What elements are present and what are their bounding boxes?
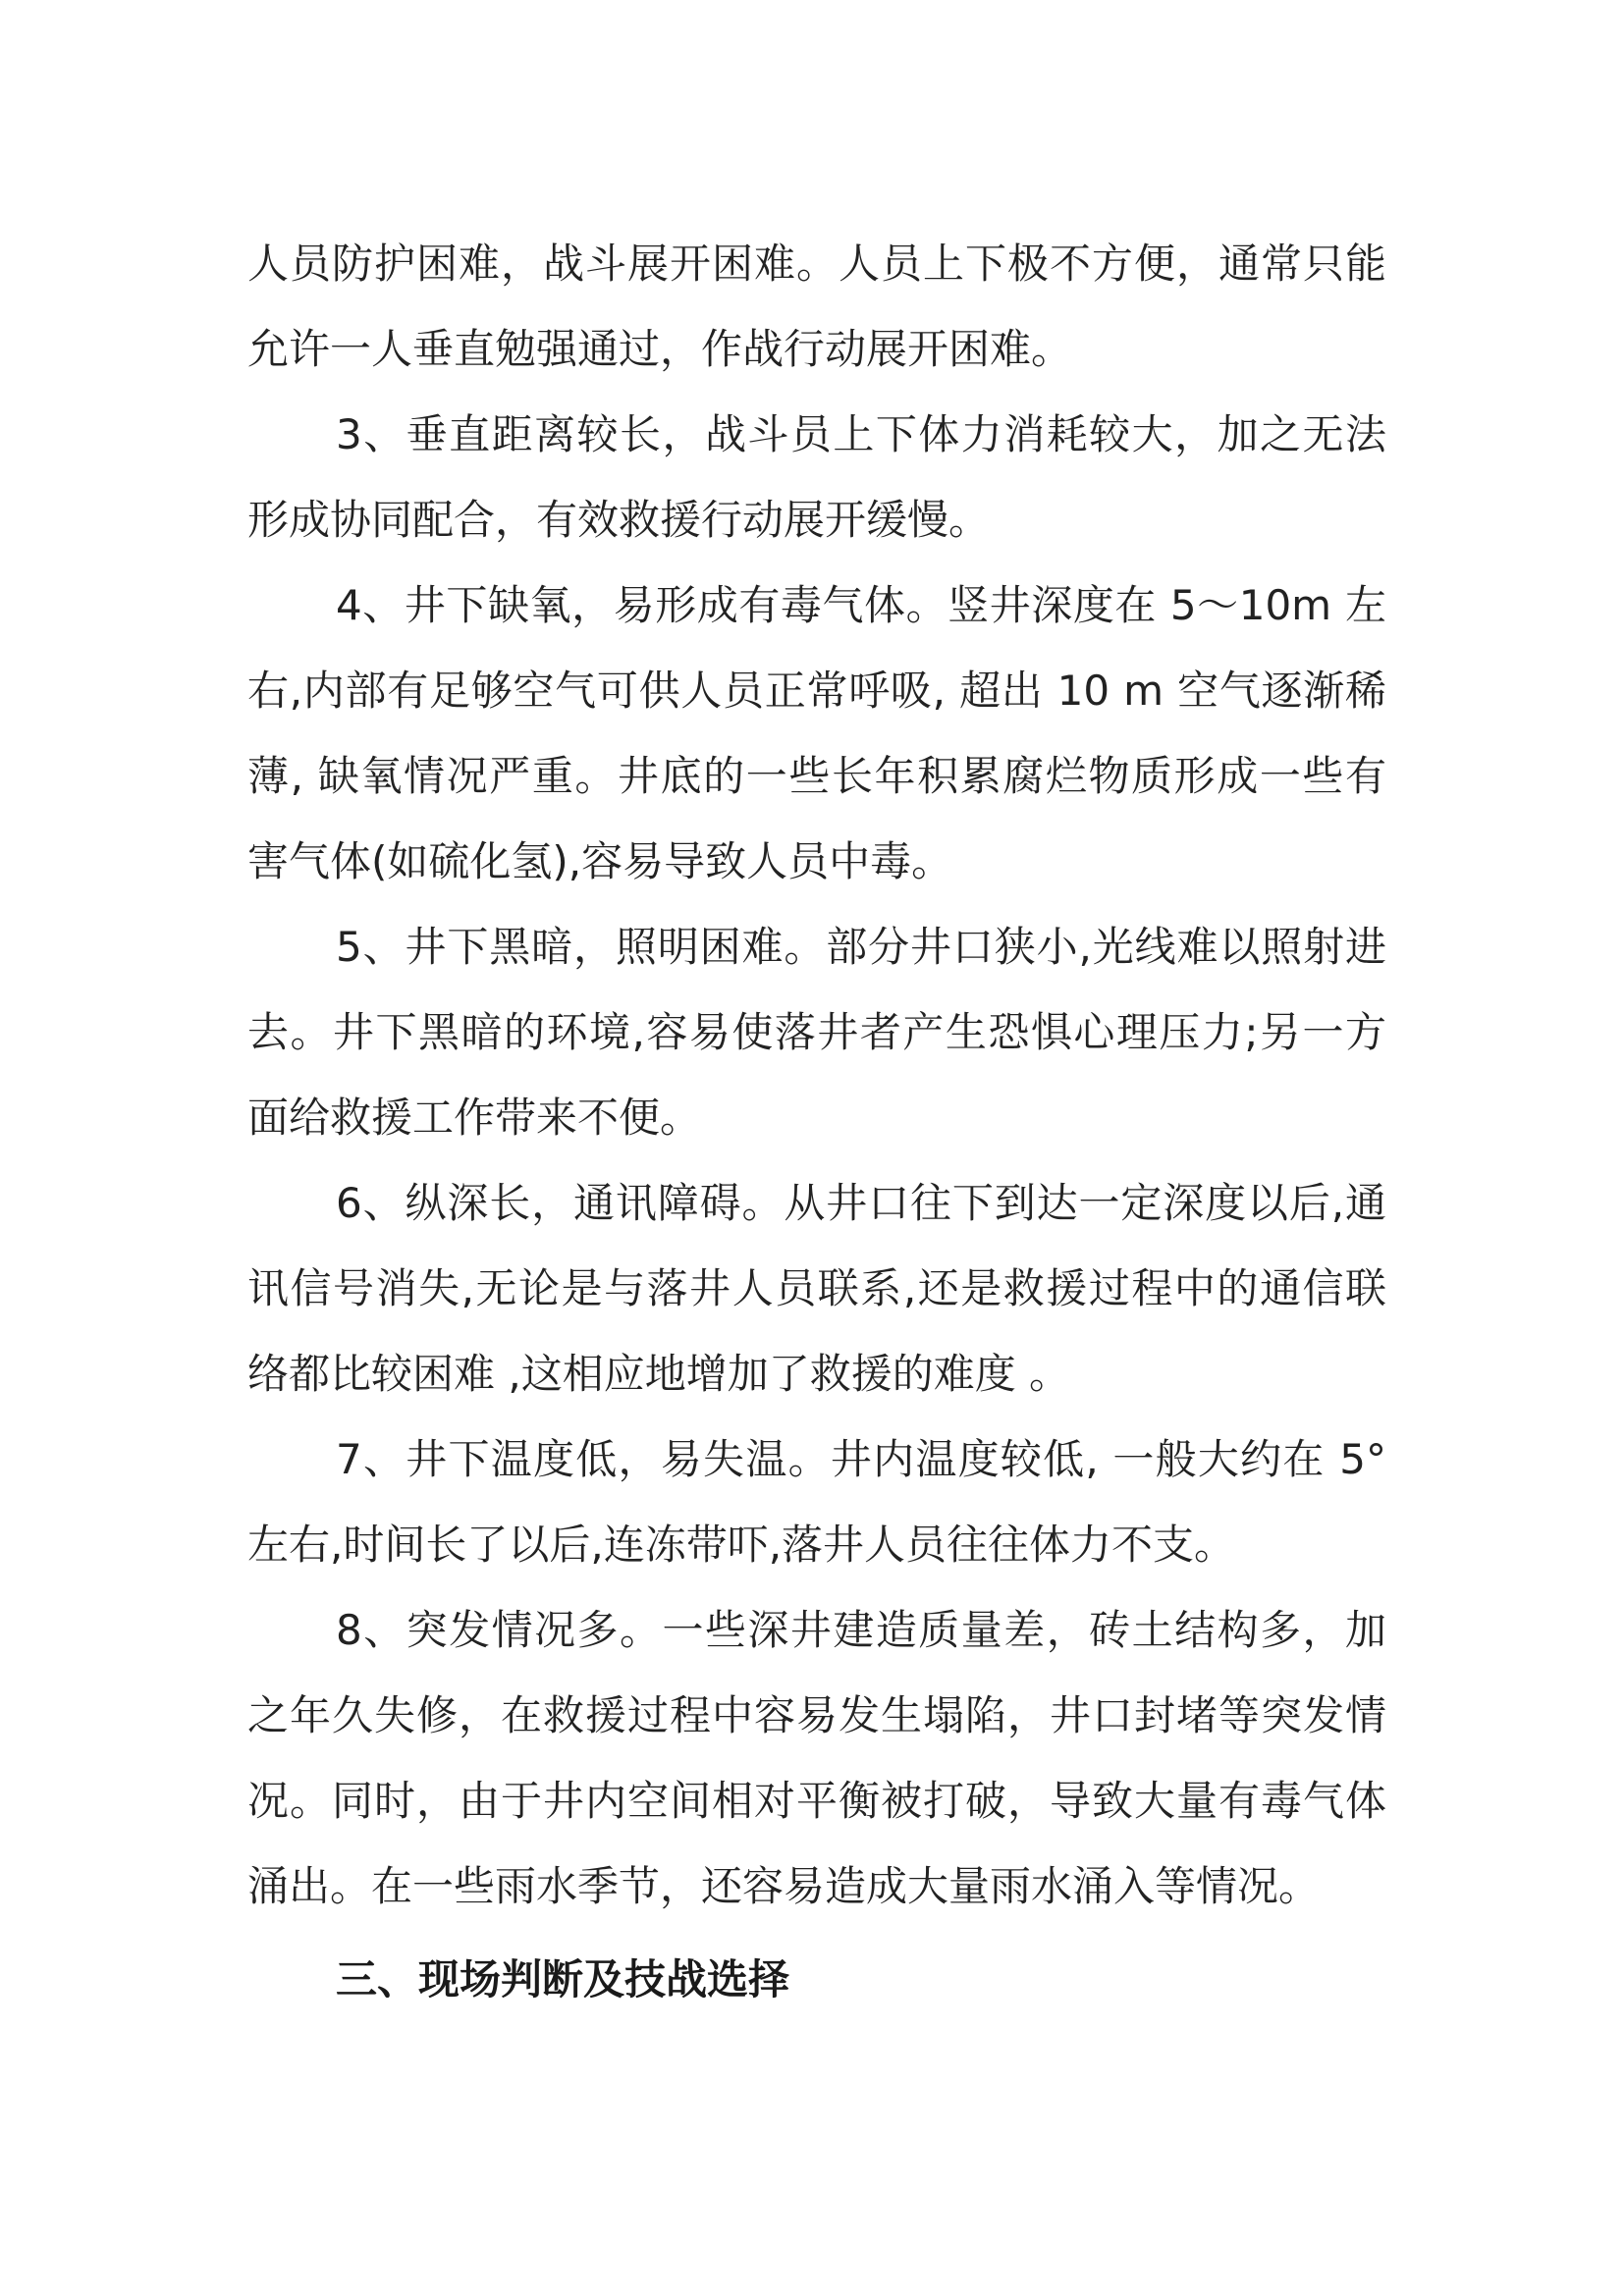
paragraph-item-4: 4、井下缺氧，易形成有毒气体。竖井深度在 5～10m 左右,内部有足够空气可供人员正常呼吸, 超出 10 m 空气逐渐稀薄, 缺氧情况严重。井底的一些长年积累腐烂物质形成一些有害气体(如硫化氢),容易导致人员中毒。 — [247, 581, 1386, 885]
paragraph-item-3: 3、垂直距离较长，战斗员上下体力消耗较大，加之无法形成协同配合，有效救援行动展开缓慢。 — [247, 410, 1386, 544]
paragraph-item-5: 5、井下黑暗，照明困难。部分井口狭小,光线难以照射进去。井下黑暗的环境,容易使落井者产生恐惧心理压力;另一方面给救援工作带来不便。 — [247, 923, 1386, 1142]
document-body — [247, 221, 1386, 2022]
paragraph-continuation: 人员防护困难，战斗展开困难。人员上下极不方便，通常只能允许一人垂直勉强通过，作战行动展开困难。 — [247, 240, 1386, 373]
paragraph-item-6: 6、纵深长，通讯障碍。从井口往下到达一定深度以后,通讯信号消失,无论是与落井人员联系,还是救援过程中的通信联络都比较困难 ,这相应地增加了救援的难度 。 — [247, 1179, 1386, 1398]
paragraph-item-8: 8、突发情况多。一些深井建造质量差，砖土结构多，加之年久失修，在救援过程中容易发生塌陷，井口封堵等突发情况。同时，由于井内空间相对平衡被打破，导致大量有毒气体涌出。在一些雨水季节，还容易造成大量雨水涌入等情况。 — [247, 1606, 1386, 1910]
paragraph-item-7: 7、井下温度低，易失温。井内温度较低, 一般大约在 5°左右,时间长了以后,连冻带吓,落井人员往往体力不支。 — [247, 1435, 1386, 1569]
section-heading: 三、现场判断及技战选择 — [336, 1955, 790, 2003]
